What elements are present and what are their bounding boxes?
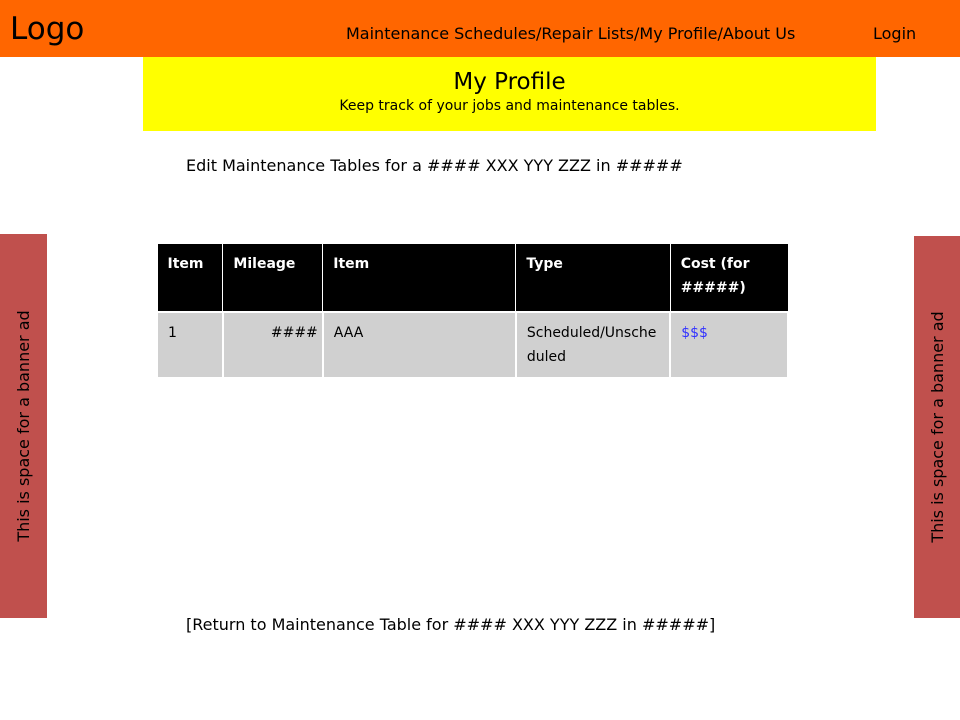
page-subtitle: Keep track of your jobs and maintenance tables.: [339, 98, 680, 114]
right-banner-ad[interactable]: [914, 236, 960, 618]
cell-item-number[interactable]: 1: [157, 312, 223, 378]
cell-item[interactable]: AAA: [323, 312, 516, 378]
page-banner: [143, 57, 876, 131]
header-item-number: Item: [157, 244, 223, 312]
cell-mileage[interactable]: ####: [223, 312, 323, 378]
left-ad-text: This is space for a banner ad: [13, 310, 33, 542]
header-cost: Cost (for #####): [670, 244, 788, 312]
logo[interactable]: Logo: [10, 11, 85, 47]
header-mileage: Mileage: [223, 244, 323, 312]
left-banner-ad[interactable]: [0, 234, 47, 618]
page-title: My Profile: [453, 69, 566, 95]
cell-type[interactable]: Scheduled/Unscheduled: [516, 312, 670, 378]
table-row: [157, 312, 788, 378]
table-header-row: [157, 244, 788, 312]
header-item: Item: [323, 244, 516, 312]
maintenance-table: [156, 243, 789, 379]
return-to-table-link[interactable]: [Return to Maintenance Table for #### XXX YYY ZZZ in #####]: [186, 615, 716, 634]
main-nav[interactable]: Maintenance Schedules/Repair Lists/My Profile/About Us: [346, 24, 796, 43]
right-ad-text: This is space for a banner ad: [927, 311, 947, 543]
edit-heading: Edit Maintenance Tables for a #### XXX YYY ZZZ in #####: [186, 156, 683, 175]
header-type: Type: [516, 244, 670, 312]
login-link[interactable]: Login: [873, 24, 917, 43]
top-header: [0, 0, 960, 57]
cell-cost[interactable]: $$$: [670, 312, 788, 378]
